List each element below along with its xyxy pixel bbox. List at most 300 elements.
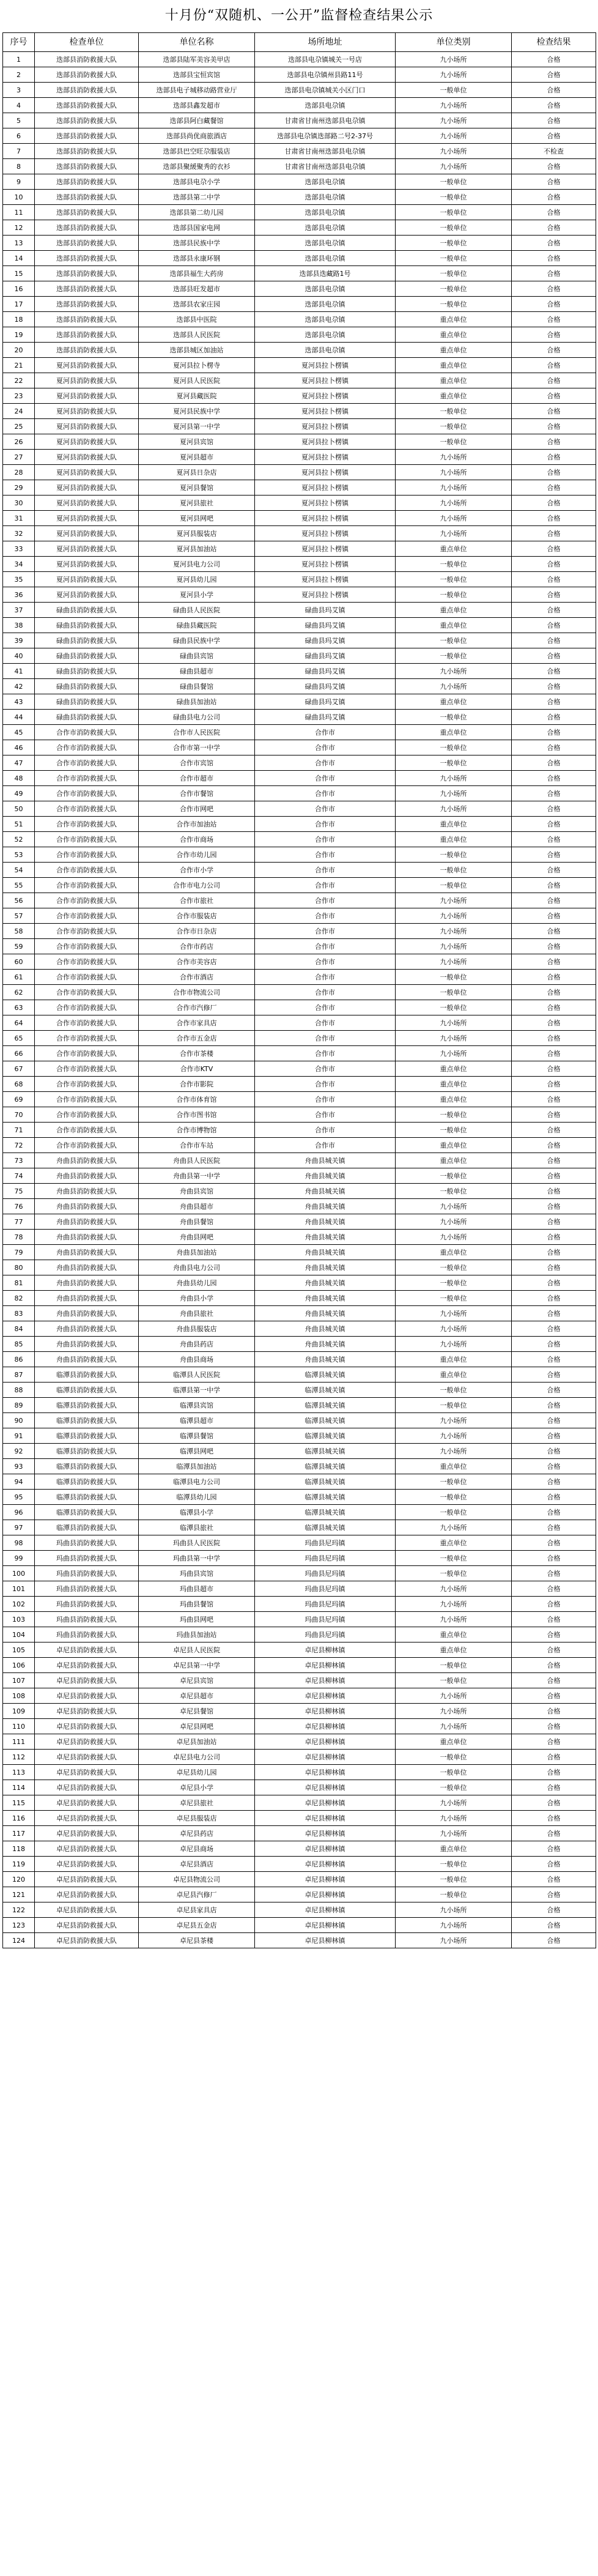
cell-result: 合格 — [512, 388, 596, 404]
cell-inspector: 卓尼县消防救援大队 — [35, 1841, 139, 1857]
cell-result: 合格 — [512, 480, 596, 496]
cell-category: 一般单位 — [396, 557, 512, 572]
cell-address: 碌曲县玛艾镇 — [255, 679, 396, 694]
table-row — [3, 541, 596, 557]
table-row — [3, 1138, 596, 1153]
cell-inspector: 合作市消防救援大队 — [35, 1107, 139, 1123]
cell-unit-name: 舟曲县第一中学 — [139, 1168, 255, 1184]
cell-serial: 113 — [3, 1765, 35, 1780]
table-row — [3, 908, 596, 924]
cell-address: 合作市 — [255, 771, 396, 786]
table-row — [3, 1918, 596, 1933]
cell-inspector: 玛曲县消防救援大队 — [35, 1581, 139, 1597]
table-row — [3, 1413, 596, 1428]
cell-unit-name: 合作市影院 — [139, 1077, 255, 1092]
table-row — [3, 1597, 596, 1612]
cell-serial: 44 — [3, 710, 35, 725]
table-row — [3, 1811, 596, 1826]
cell-category: 一般单位 — [396, 281, 512, 297]
cell-unit-name: 迭部县电尕小学 — [139, 174, 255, 190]
table-row — [3, 817, 596, 832]
cell-serial: 46 — [3, 740, 35, 755]
table-row — [3, 878, 596, 893]
cell-inspector: 玛曲县消防救援大队 — [35, 1551, 139, 1566]
cell-category: 九小场所 — [396, 496, 512, 511]
cell-inspector: 卓尼县消防救援大队 — [35, 1673, 139, 1688]
cell-unit-name: 合作市五金店 — [139, 1031, 255, 1046]
cell-address: 碌曲县玛艾镇 — [255, 618, 396, 633]
cell-unit-name: 舟曲县旅社 — [139, 1306, 255, 1321]
cell-category: 九小场所 — [396, 526, 512, 541]
table-row — [3, 1077, 596, 1092]
cell-unit-name: 卓尼县药店 — [139, 1826, 255, 1841]
cell-result: 合格 — [512, 863, 596, 878]
cell-serial: 43 — [3, 694, 35, 710]
cell-unit-name: 玛曲县超市 — [139, 1581, 255, 1597]
cell-category: 九小场所 — [396, 98, 512, 113]
cell-serial: 115 — [3, 1795, 35, 1811]
cell-result: 合格 — [512, 113, 596, 128]
cell-category: 九小场所 — [396, 1337, 512, 1352]
cell-inspector: 夏河县消防救援大队 — [35, 419, 139, 434]
cell-category: 一般单位 — [396, 970, 512, 985]
cell-inspector: 舟曲县消防救援大队 — [35, 1275, 139, 1291]
cell-unit-name: 迭部县第二中学 — [139, 190, 255, 205]
table-row — [3, 1153, 596, 1168]
cell-category: 九小场所 — [396, 144, 512, 159]
cell-result: 合格 — [512, 908, 596, 924]
cell-address: 临潭县城关镇 — [255, 1459, 396, 1474]
cell-serial: 111 — [3, 1734, 35, 1750]
cell-address: 合作市 — [255, 1138, 396, 1153]
cell-address: 碌曲县玛艾镇 — [255, 633, 396, 648]
cell-result: 合格 — [512, 1107, 596, 1123]
cell-result: 合格 — [512, 1704, 596, 1719]
cell-address: 合作市 — [255, 1123, 396, 1138]
table-row — [3, 1444, 596, 1459]
cell-serial: 20 — [3, 343, 35, 358]
cell-inspector: 迭部县消防救援大队 — [35, 52, 139, 67]
cell-serial: 27 — [3, 450, 35, 465]
cell-address: 卓尼县柳林镇 — [255, 1811, 396, 1826]
cell-unit-name: 迭部县国家电网 — [139, 220, 255, 236]
cell-result: 合格 — [512, 1123, 596, 1138]
cell-result: 合格 — [512, 970, 596, 985]
table-row — [3, 1581, 596, 1597]
cell-serial: 101 — [3, 1581, 35, 1597]
cell-result: 合格 — [512, 1933, 596, 1948]
cell-inspector: 临潭县消防救援大队 — [35, 1367, 139, 1383]
cell-category: 九小场所 — [396, 1719, 512, 1734]
cell-address: 迭部县电尕镇 — [255, 327, 396, 343]
table-row — [3, 327, 596, 343]
cell-unit-name: 卓尼县电力公司 — [139, 1750, 255, 1765]
cell-category: 一般单位 — [396, 878, 512, 893]
table-row — [3, 1673, 596, 1688]
cell-address: 合作市 — [255, 1000, 396, 1015]
cell-serial: 14 — [3, 251, 35, 266]
cell-result: 合格 — [512, 1597, 596, 1612]
cell-address: 舟曲县城关镇 — [255, 1214, 396, 1230]
cell-result: 合格 — [512, 1061, 596, 1077]
cell-unit-name: 迭部县旺发超市 — [139, 281, 255, 297]
cell-serial: 119 — [3, 1857, 35, 1872]
cell-result: 合格 — [512, 801, 596, 817]
cell-serial: 49 — [3, 786, 35, 801]
cell-inspector: 夏河县消防救援大队 — [35, 388, 139, 404]
cell-inspector: 碌曲县消防救援大队 — [35, 633, 139, 648]
cell-serial: 4 — [3, 98, 35, 113]
cell-unit-name: 合作市旅社 — [139, 893, 255, 908]
table-row — [3, 1291, 596, 1306]
cell-category: 九小场所 — [396, 1428, 512, 1444]
cell-result: 合格 — [512, 1490, 596, 1505]
cell-address: 夏河县拉卜楞镇 — [255, 450, 396, 465]
cell-result: 合格 — [512, 1398, 596, 1413]
table-row — [3, 1383, 596, 1398]
cell-serial: 47 — [3, 755, 35, 771]
table-row — [3, 847, 596, 863]
cell-inspector: 临潭县消防救援大队 — [35, 1490, 139, 1505]
cell-unit-name: 夏河县幼儿园 — [139, 572, 255, 587]
table-row — [3, 1734, 596, 1750]
table-row — [3, 1015, 596, 1031]
cell-category: 一般单位 — [396, 1857, 512, 1872]
cell-address: 夏河县拉卜楞镇 — [255, 419, 396, 434]
cell-unit-name: 夏河县小学 — [139, 587, 255, 603]
cell-category: 一般单位 — [396, 266, 512, 281]
cell-category: 重点单位 — [396, 1367, 512, 1383]
cell-serial: 5 — [3, 113, 35, 128]
cell-address: 合作市 — [255, 847, 396, 863]
cell-address: 舟曲县城关镇 — [255, 1321, 396, 1337]
table-row — [3, 618, 596, 633]
cell-result: 合格 — [512, 1612, 596, 1627]
cell-result: 合格 — [512, 1092, 596, 1107]
cell-address: 迭部县电尕镇 — [255, 281, 396, 297]
cell-address: 合作市 — [255, 1031, 396, 1046]
cell-inspector: 迭部县消防救援大队 — [35, 67, 139, 83]
cell-category: 重点单位 — [396, 603, 512, 618]
cell-serial: 10 — [3, 190, 35, 205]
cell-result: 合格 — [512, 939, 596, 954]
cell-result: 合格 — [512, 511, 596, 526]
cell-unit-name: 卓尼县餐馆 — [139, 1704, 255, 1719]
table-row — [3, 1566, 596, 1581]
cell-category: 一般单位 — [396, 572, 512, 587]
cell-category: 一般单位 — [396, 434, 512, 450]
cell-result: 合格 — [512, 710, 596, 725]
cell-inspector: 合作市消防救援大队 — [35, 985, 139, 1000]
header-category: 单位类别 — [396, 33, 512, 52]
cell-inspector: 碌曲县消防救援大队 — [35, 618, 139, 633]
cell-unit-name: 迭部县鑫发超市 — [139, 98, 255, 113]
cell-serial: 37 — [3, 603, 35, 618]
cell-result: 合格 — [512, 1413, 596, 1428]
cell-unit-name: 舟曲县电力公司 — [139, 1260, 255, 1275]
cell-category: 一般单位 — [396, 1291, 512, 1306]
cell-unit-name: 卓尼县加油站 — [139, 1734, 255, 1750]
cell-inspector: 合作市消防救援大队 — [35, 1092, 139, 1107]
cell-address: 夏河县拉卜楞镇 — [255, 541, 396, 557]
cell-address: 合作市 — [255, 755, 396, 771]
cell-category: 九小场所 — [396, 1306, 512, 1321]
cell-address: 舟曲县城关镇 — [255, 1275, 396, 1291]
cell-inspector: 迭部县消防救援大队 — [35, 327, 139, 343]
table-row — [3, 1612, 596, 1627]
cell-category: 九小场所 — [396, 893, 512, 908]
cell-result: 合格 — [512, 1367, 596, 1383]
cell-category: 重点单位 — [396, 373, 512, 388]
cell-serial: 103 — [3, 1612, 35, 1627]
cell-category: 重点单位 — [396, 1077, 512, 1092]
cell-result: 合格 — [512, 1535, 596, 1551]
cell-category: 重点单位 — [396, 1092, 512, 1107]
cell-address: 临潭县城关镇 — [255, 1367, 396, 1383]
cell-inspector: 卓尼县消防救援大队 — [35, 1688, 139, 1704]
cell-result: 合格 — [512, 1138, 596, 1153]
cell-serial: 1 — [3, 52, 35, 67]
cell-unit-name: 舟曲县人民医院 — [139, 1153, 255, 1168]
table-row — [3, 694, 596, 710]
cell-address: 迭部县电尕镇城关一号店 — [255, 52, 396, 67]
cell-address: 夏河县拉卜楞镇 — [255, 388, 396, 404]
cell-serial: 75 — [3, 1184, 35, 1199]
cell-serial: 12 — [3, 220, 35, 236]
cell-serial: 21 — [3, 358, 35, 373]
cell-unit-name: 合作市KTV — [139, 1061, 255, 1077]
cell-address: 迭部县电尕镇迭部路二号2-37号 — [255, 128, 396, 144]
cell-serial: 70 — [3, 1107, 35, 1123]
table-row — [3, 419, 596, 434]
cell-serial: 7 — [3, 144, 35, 159]
header-inspector: 检查单位 — [35, 33, 139, 52]
cell-address: 卓尼县柳林镇 — [255, 1795, 396, 1811]
cell-address: 舟曲县城关镇 — [255, 1245, 396, 1260]
cell-unit-name: 卓尼县幼儿园 — [139, 1765, 255, 1780]
cell-serial: 98 — [3, 1535, 35, 1551]
cell-result: 合格 — [512, 404, 596, 419]
cell-inspector: 卓尼县消防救援大队 — [35, 1933, 139, 1948]
cell-serial: 63 — [3, 1000, 35, 1015]
cell-result: 合格 — [512, 1153, 596, 1168]
cell-unit-name: 舟曲县加油站 — [139, 1245, 255, 1260]
cell-unit-name: 迭部县电子城移动路营业厅 — [139, 83, 255, 98]
table-header-row — [3, 33, 596, 52]
cell-unit-name: 卓尼县网吧 — [139, 1719, 255, 1734]
table-row — [3, 1184, 596, 1199]
table-row — [3, 1658, 596, 1673]
cell-result: 合格 — [512, 954, 596, 970]
table-row — [3, 1750, 596, 1765]
cell-unit-name: 合作市茶楼 — [139, 1046, 255, 1061]
cell-result: 合格 — [512, 694, 596, 710]
table-row — [3, 159, 596, 174]
cell-inspector: 合作市消防救援大队 — [35, 1061, 139, 1077]
table-row — [3, 1230, 596, 1245]
cell-category: 九小场所 — [396, 1031, 512, 1046]
cell-unit-name: 玛曲县人民医院 — [139, 1535, 255, 1551]
cell-result: 合格 — [512, 1673, 596, 1688]
cell-address: 卓尼县柳林镇 — [255, 1887, 396, 1902]
cell-inspector: 舟曲县消防救援大队 — [35, 1291, 139, 1306]
cell-result: 合格 — [512, 1811, 596, 1826]
cell-address: 夏河县拉卜楞镇 — [255, 465, 396, 480]
cell-unit-name: 临潭县幼儿园 — [139, 1490, 255, 1505]
cell-unit-name: 卓尼县汽修厂 — [139, 1887, 255, 1902]
cell-category: 重点单位 — [396, 541, 512, 557]
cell-result: 合格 — [512, 541, 596, 557]
cell-category: 九小场所 — [396, 1520, 512, 1535]
cell-inspector: 迭部县消防救援大队 — [35, 266, 139, 281]
cell-address: 合作市 — [255, 939, 396, 954]
table-row — [3, 67, 596, 83]
cell-unit-name: 迭部县聚緩聚秀的衣衫 — [139, 159, 255, 174]
cell-serial: 106 — [3, 1658, 35, 1673]
cell-serial: 93 — [3, 1459, 35, 1474]
cell-serial: 36 — [3, 587, 35, 603]
cell-result: 合格 — [512, 603, 596, 618]
cell-category: 重点单位 — [396, 1841, 512, 1857]
cell-address: 迭部县电尕镇 — [255, 190, 396, 205]
table-row — [3, 1857, 596, 1872]
cell-address: 卓尼县柳林镇 — [255, 1673, 396, 1688]
cell-unit-name: 舟曲县宾馆 — [139, 1184, 255, 1199]
cell-result: 合格 — [512, 1857, 596, 1872]
cell-result: 合格 — [512, 817, 596, 832]
cell-address: 卓尼县柳林镇 — [255, 1658, 396, 1673]
table-row — [3, 1321, 596, 1337]
cell-result: 合格 — [512, 1214, 596, 1230]
cell-category: 一般单位 — [396, 755, 512, 771]
cell-serial: 53 — [3, 847, 35, 863]
cell-address: 夏河县拉卜楞镇 — [255, 373, 396, 388]
table-row — [3, 1719, 596, 1734]
cell-unit-name: 碌曲县加油站 — [139, 694, 255, 710]
cell-serial: 6 — [3, 128, 35, 144]
cell-serial: 102 — [3, 1597, 35, 1612]
table-row — [3, 496, 596, 511]
cell-inspector: 合作市消防救援大队 — [35, 832, 139, 847]
cell-address: 合作市 — [255, 985, 396, 1000]
cell-serial: 74 — [3, 1168, 35, 1184]
cell-unit-name: 合作市酒店 — [139, 970, 255, 985]
cell-address: 临潭县城关镇 — [255, 1413, 396, 1428]
cell-inspector: 合作市消防救援大队 — [35, 725, 139, 740]
cell-unit-name: 迭部县城区加油站 — [139, 343, 255, 358]
cell-category: 一般单位 — [396, 1673, 512, 1688]
cell-inspector: 卓尼县消防救援大队 — [35, 1750, 139, 1765]
cell-result: 合格 — [512, 771, 596, 786]
table-row — [3, 343, 596, 358]
cell-address: 临潭县城关镇 — [255, 1520, 396, 1535]
cell-inspector: 卓尼县消防救援大队 — [35, 1887, 139, 1902]
cell-category: 一般单位 — [396, 1750, 512, 1765]
header-unit-name: 单位名称 — [139, 33, 255, 52]
cell-inspector: 夏河县消防救援大队 — [35, 496, 139, 511]
cell-result: 合格 — [512, 648, 596, 664]
table-row — [3, 633, 596, 648]
cell-category: 九小场所 — [396, 801, 512, 817]
cell-inspector: 玛曲县消防救援大队 — [35, 1627, 139, 1642]
cell-category: 九小场所 — [396, 908, 512, 924]
cell-address: 卓尼县柳林镇 — [255, 1857, 396, 1872]
cell-unit-name: 迭部县宝恒宾馆 — [139, 67, 255, 83]
cell-unit-name: 玛曲县宾馆 — [139, 1566, 255, 1581]
cell-serial: 117 — [3, 1826, 35, 1841]
table-row — [3, 266, 596, 281]
cell-result: 合格 — [512, 587, 596, 603]
cell-unit-name: 卓尼县茶楼 — [139, 1933, 255, 1948]
cell-inspector: 合作市消防救援大队 — [35, 954, 139, 970]
cell-category: 九小场所 — [396, 954, 512, 970]
cell-category: 一般单位 — [396, 1505, 512, 1520]
cell-result: 合格 — [512, 618, 596, 633]
table-row — [3, 312, 596, 327]
cell-unit-name: 临潭县电力公司 — [139, 1474, 255, 1490]
cell-serial: 17 — [3, 297, 35, 312]
cell-serial: 105 — [3, 1642, 35, 1658]
cell-serial: 94 — [3, 1474, 35, 1490]
cell-category: 九小场所 — [396, 465, 512, 480]
cell-unit-name: 碌曲县超市 — [139, 664, 255, 679]
cell-serial: 38 — [3, 618, 35, 633]
cell-serial: 9 — [3, 174, 35, 190]
cell-address: 碌曲县玛艾镇 — [255, 710, 396, 725]
cell-unit-name: 迭部县中医院 — [139, 312, 255, 327]
cell-inspector: 夏河县消防救援大队 — [35, 511, 139, 526]
cell-serial: 73 — [3, 1153, 35, 1168]
cell-category: 九小场所 — [396, 1688, 512, 1704]
cell-category: 一般单位 — [396, 1765, 512, 1780]
table-row — [3, 511, 596, 526]
cell-result: 合格 — [512, 220, 596, 236]
cell-inspector: 迭部县消防救援大队 — [35, 144, 139, 159]
cell-unit-name: 舟曲县小学 — [139, 1291, 255, 1306]
cell-unit-name: 临潭县第一中学 — [139, 1383, 255, 1398]
cell-serial: 40 — [3, 648, 35, 664]
inspection-results-table — [2, 32, 596, 1948]
cell-inspector: 合作市消防救援大队 — [35, 755, 139, 771]
table-row — [3, 1505, 596, 1520]
cell-unit-name: 卓尼县小学 — [139, 1780, 255, 1795]
cell-category: 一般单位 — [396, 1780, 512, 1795]
table-row — [3, 863, 596, 878]
table-row — [3, 1352, 596, 1367]
cell-address: 临潭县城关镇 — [255, 1490, 396, 1505]
cell-inspector: 夏河县消防救援大队 — [35, 480, 139, 496]
table-row — [3, 373, 596, 388]
cell-inspector: 合作市消防救援大队 — [35, 908, 139, 924]
cell-inspector: 卓尼县消防救援大队 — [35, 1826, 139, 1841]
cell-inspector: 合作市消防救援大队 — [35, 1031, 139, 1046]
cell-result: 合格 — [512, 1275, 596, 1291]
cell-category: 一般单位 — [396, 1168, 512, 1184]
table-row — [3, 893, 596, 908]
table-row — [3, 664, 596, 679]
cell-serial: 121 — [3, 1887, 35, 1902]
cell-unit-name: 夏河县宾馆 — [139, 434, 255, 450]
cell-inspector: 舟曲县消防救援大队 — [35, 1337, 139, 1352]
cell-serial: 87 — [3, 1367, 35, 1383]
cell-address: 夏河县拉卜楞镇 — [255, 404, 396, 419]
cell-result: 合格 — [512, 159, 596, 174]
cell-serial: 48 — [3, 771, 35, 786]
table-row — [3, 434, 596, 450]
cell-inspector: 卓尼县消防救援大队 — [35, 1857, 139, 1872]
cell-result: 合格 — [512, 1306, 596, 1321]
cell-inspector: 合作市消防救援大队 — [35, 1000, 139, 1015]
